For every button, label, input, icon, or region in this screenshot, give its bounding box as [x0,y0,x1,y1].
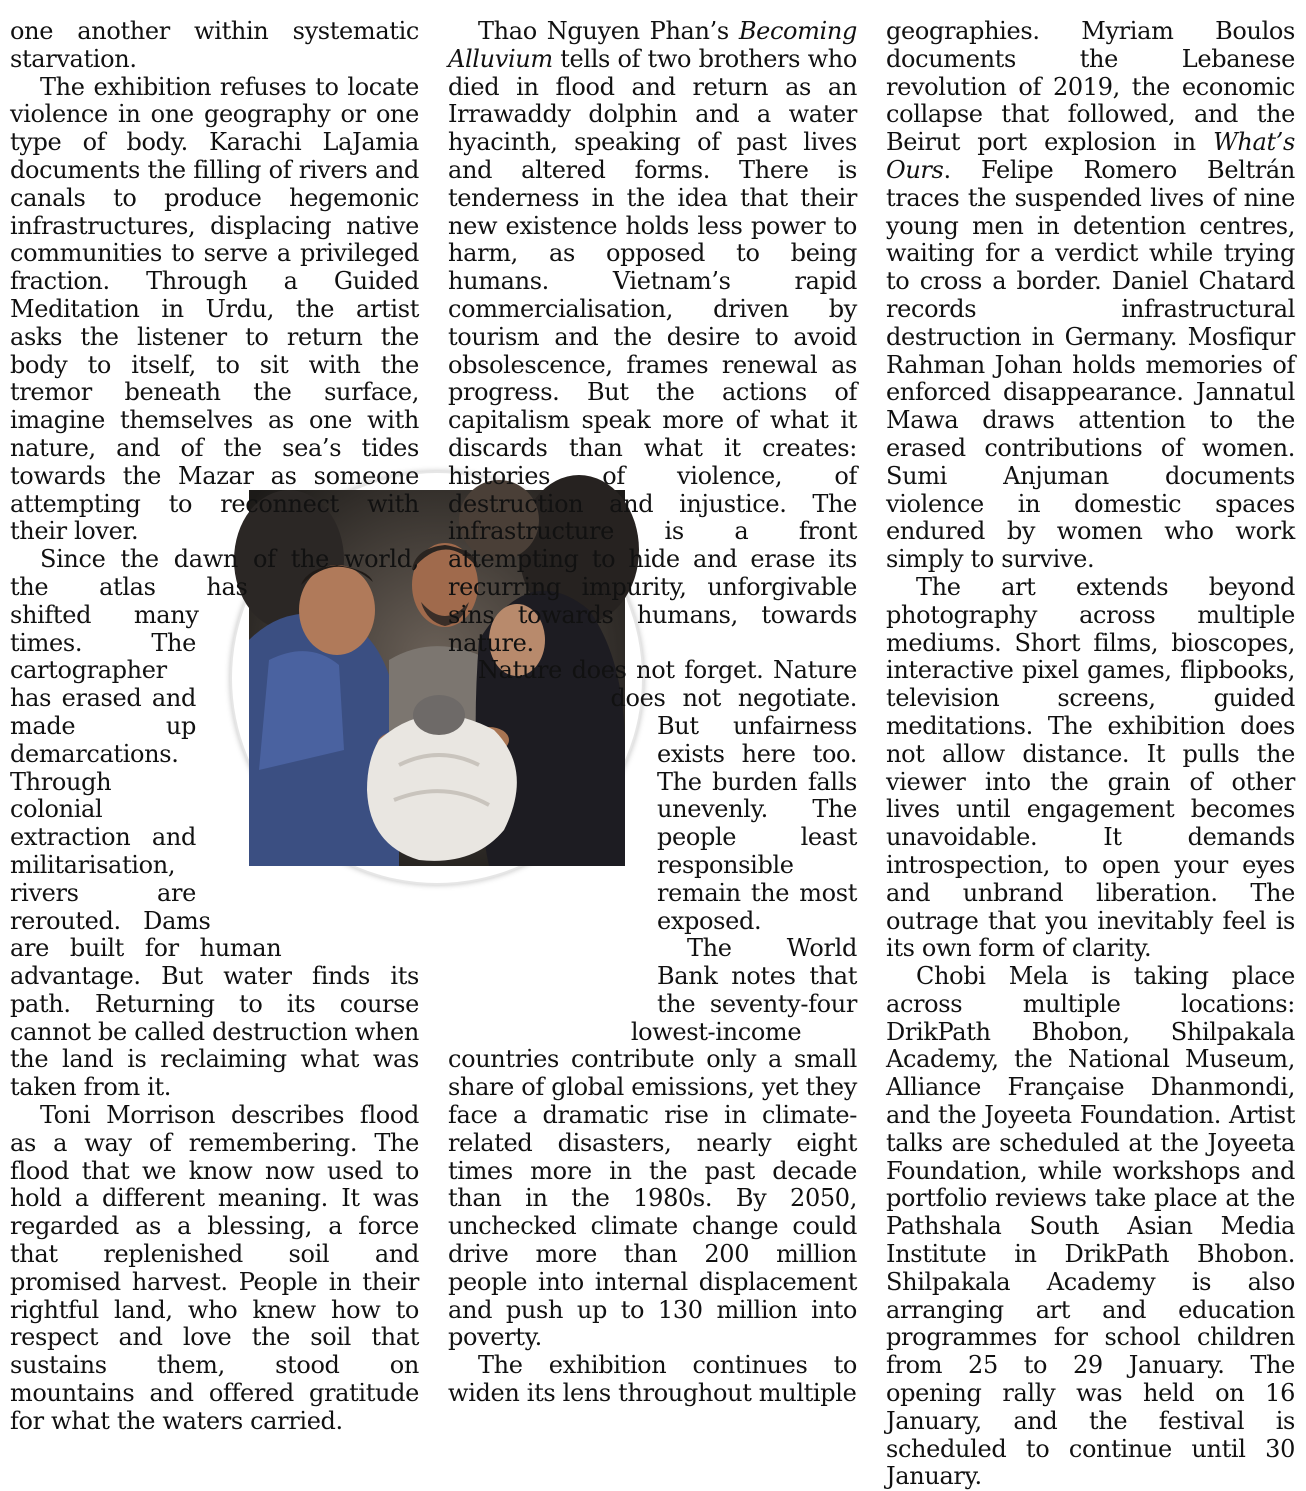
text-segment: Thao Nguyen Phan’s [478,17,739,45]
paragraph: Chobi Mela is taking place across multiple locations: DrikPath Bhobon, Shilpakala Academy, the National Museum, Alliance Française Dhanmondi, and the Joyeeta Foundation. Artist talks are scheduled at the Joyeeta Foundation, while workshops and portfolio reviews take place at the Pathshala South Asian Media Institute in DrikPath Bhobon. Shilpakala Academy is also arranging art and education programmes for school children from 25 to 29 January. The opening rally was held on 16 January, and the festival is scheduled to continue until 30 January. [886,962,1295,1491]
paragraph: Nature does not forget. Nature does not negotiate. But unfairness exists here too. The burden falls unevenly. The people least responsible remain the most exposed. [478,656,857,935]
text-segment: . Felipe Romero Beltrán traces the suspended lives of nine young men in detention centres, waiting for a verdict while trying to cross a border. Daniel Chatard records infrastructural destruction in Germany. Mosfiqur Rahman Johan holds memories of enforced disappearance. Jannatul Mawa draws attention to the erased contributions of women. Sumi Anjuman documents violence in domestic spaces endured by women who work simply to survive. [886,155,1295,574]
paragraph: The exhibition continues to widen its lens throughout multiple [448,1351,857,1408]
paragraph: The exhibition refuses to locate violence in one geography or one type of body. Karachi LaJamia documents the filling of rivers and canals to produce hegemonic infrastructures, displacing native communities to serve a privileged fraction. Through a Guided Meditation in Urdu, the artist asks the listener to return the body to itself, to sit with the tremor beneath the surface, imagine themselves as one with nature, and of the sea’s tides towards the Mazar as someone attempting to reconnect with their lover. [10,72,419,546]
artwork-title: Becoming Alluvium [448,17,857,73]
article-column-3 [886,17,1295,1491]
paragraph [886,18,1295,574]
artwork-title: What’s Ours [886,128,1295,184]
paragraph [448,18,857,657]
paragraph: one another within systematic starvation. [10,17,419,73]
paragraph: The art extends beyond photography across multiple mediums. Short films, bioscopes, interactive pixel games, flipbooks, television screens, guided meditations. The exhibition does not allow distance. It pulls the viewer into the grain of other lives until engagement becomes unavoidable. It demands introspection, to open your eyes and unbrand liberation. The outrage that you inevitably feel is its own form of clarity. [886,572,1295,963]
text-segment: geographies. Myriam Boulos documents the Lebanese revolution of 2019, the economic collapse that followed, and the Beirut port explosion in [886,17,1295,157]
paragraph: The World Bank notes that the seventy-four lowest-income countries contribute only a small share of global emissions, yet they face a dramatic rise in climate-related disasters, nearly eight times more in the past decade than in the 1980s. By 2050, unchecked climate change could drive more than 200 million people into internal displacement and push up to 130 million into poverty. [448,934,857,1352]
article-column-2 [448,17,857,1408]
photo-text-wrap [221,647,657,1083]
text-segment: tells of two brothers who died in flood and return as an Irrawaddy dolphin and a water hyacinth, speaking of past lives and altered forms. There is tenderness in the idea that their new existence holds less power to harm, as opposed to being humans. Vietnam’s rapid commercialisation, driven by tourism and the desire to avoid obsolescence, frames renewal as progress. But the actions of capitalism speak more of what it discards than what it creates: histories of violence, of destruction and injustice. The infrastructure is a front attempting to hide and erase its recurring impurity, unforgivable sins towards humans, towards nature. [448,44,857,657]
paragraph: Toni Morrison describes flood as a way of remembering. The flood that we know now used to hold a different meaning. It was regarded as a blessing, a force that replenished soil and promised harvest. People in their rightful land, who knew how to respect and love the soil that sustains them, stood on mountains and offered gratitude for what the waters carried. [10,1101,419,1435]
paragraph: Since the dawn of the world, the atlas has shifted many times. The cartographer has erased and made up demarcations. Through colonial extraction and militarisation, rivers are rerouted. Dams are built for human advantage. But water finds its path. Returning to its course cannot be called destruction when the land is reclaiming what was taken from it. [10,545,419,1102]
